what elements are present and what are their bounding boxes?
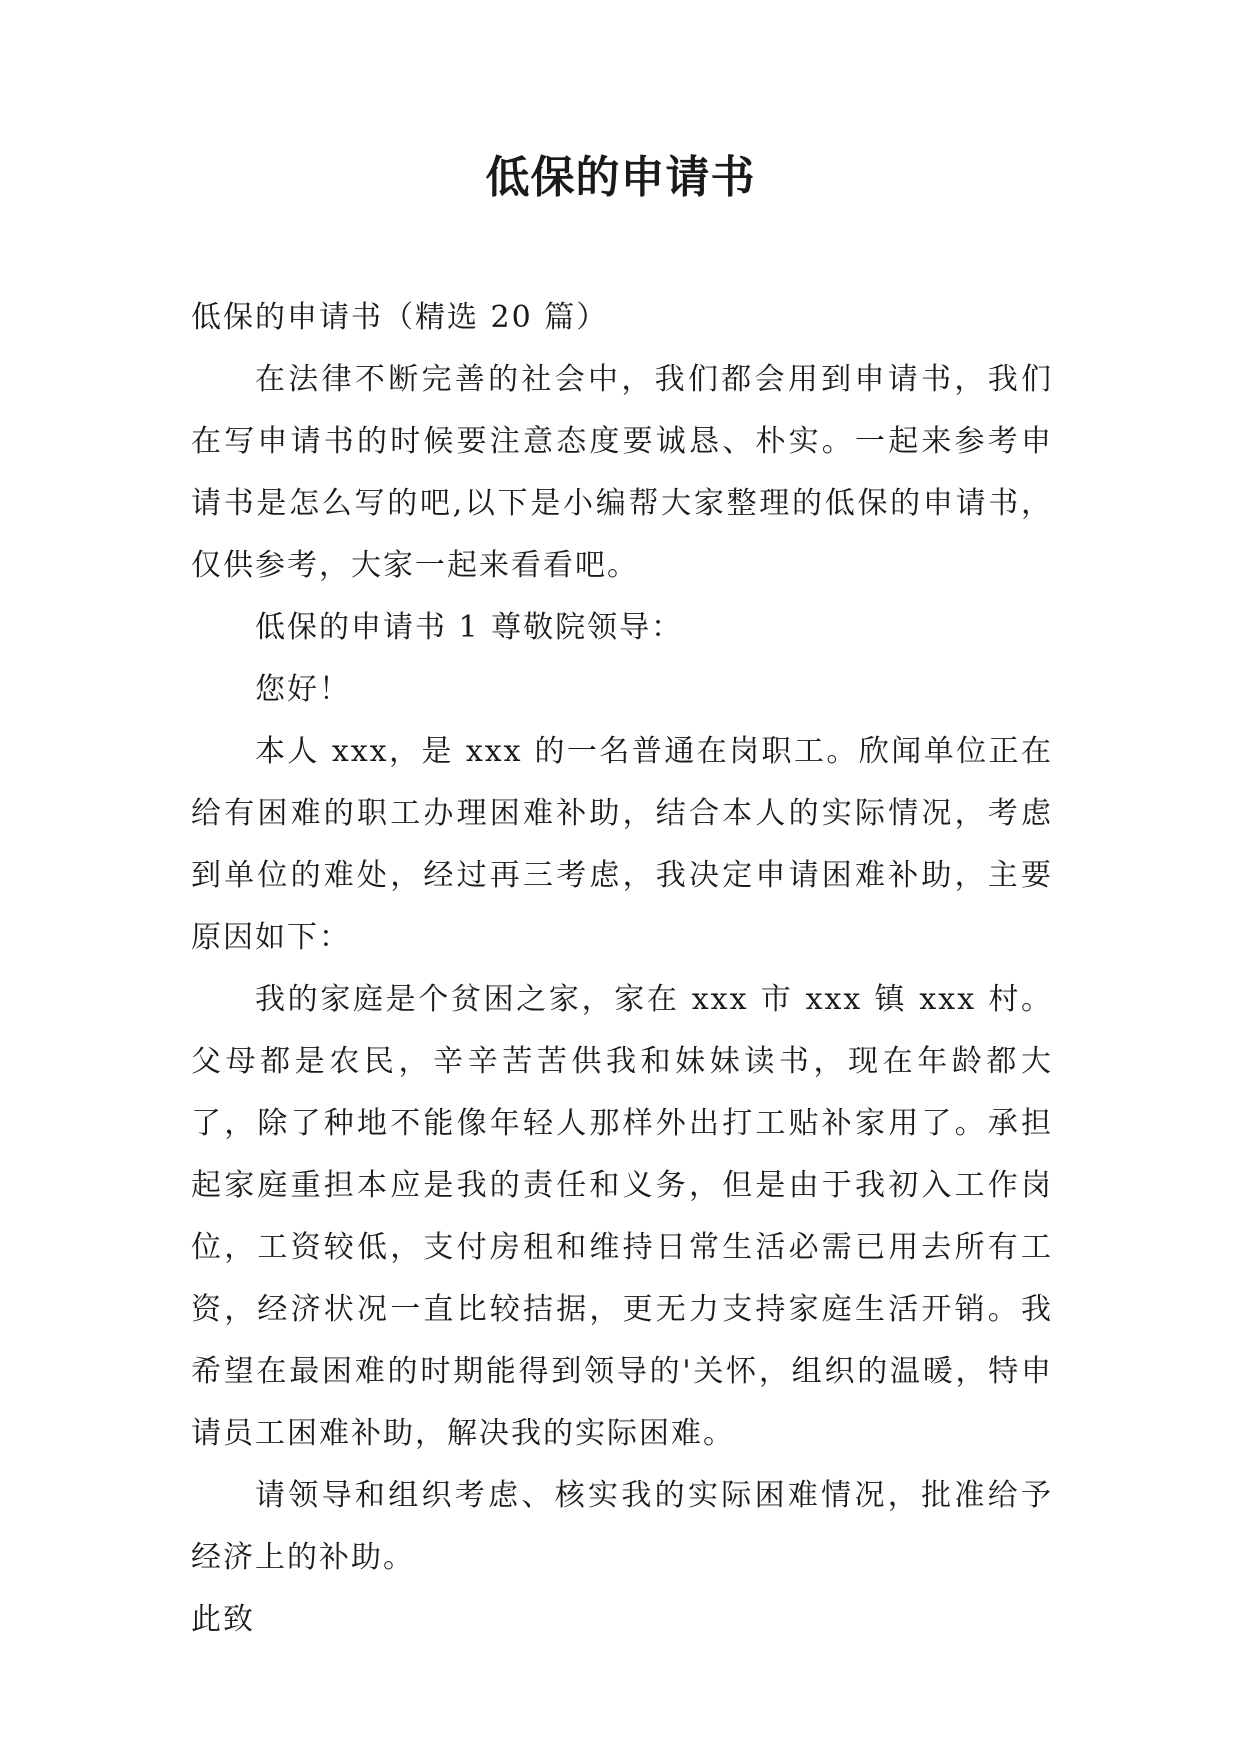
subtitle-paragraph: 低保的申请书（精选 20 篇） bbox=[191, 300, 609, 335]
greeting-paragraph: 您好！ bbox=[255, 672, 351, 707]
intro-paragraph: 在法律不断完善的社会中，我们都会用到申请书，我们在写申请书的时候要注意态度要诚恳、朴实。一起来参考申请书是怎么写的吧,以下是小编帮大家整理的低保的申请书，仅供参考，大家一起来看看吧。 bbox=[191, 362, 1053, 583]
body-paragraph-3: 请领导和组织考虑、核实我的实际困难情况，批准给予经济上的补助。 bbox=[191, 1478, 1053, 1575]
salutation-paragraph: 低保的申请书 1 尊敬院领导： bbox=[255, 610, 684, 645]
document-title: 低保的申请书 bbox=[485, 152, 756, 203]
document-body bbox=[191, 287, 1053, 1651]
body-paragraph-2: 我的家庭是个贫困之家，家在 xxx 市 xxx 镇 xxx 村。父母都是农民，辛辛苦苦供我和妹妹读书，现在年龄都大了，除了种地不能像年轻人那样外出打工贴补家用了。承担起家庭重担本应是我的责任和义务，但是由于我初入工作岗位，工资较低，支付房租和维持日常生活必需已用去所有工资，经济状况一直比较拮据，更无力支持家庭生活开销。我希望在最困难的时期能得到领导的'关怀，组织的温暖，特申请员工困难补助，解决我的实际困难。 bbox=[191, 982, 1053, 1451]
body-paragraph-1: 本人 xxx，是 xxx 的一名普通在岗职工。欣闻单位正在给有困难的职工办理困难补助，结合本人的实际情况，考虑到单位的难处，经过再三考虑，我决定申请困难补助，主要原因如下： bbox=[191, 734, 1053, 955]
closing-paragraph: 此致 bbox=[191, 1602, 255, 1637]
